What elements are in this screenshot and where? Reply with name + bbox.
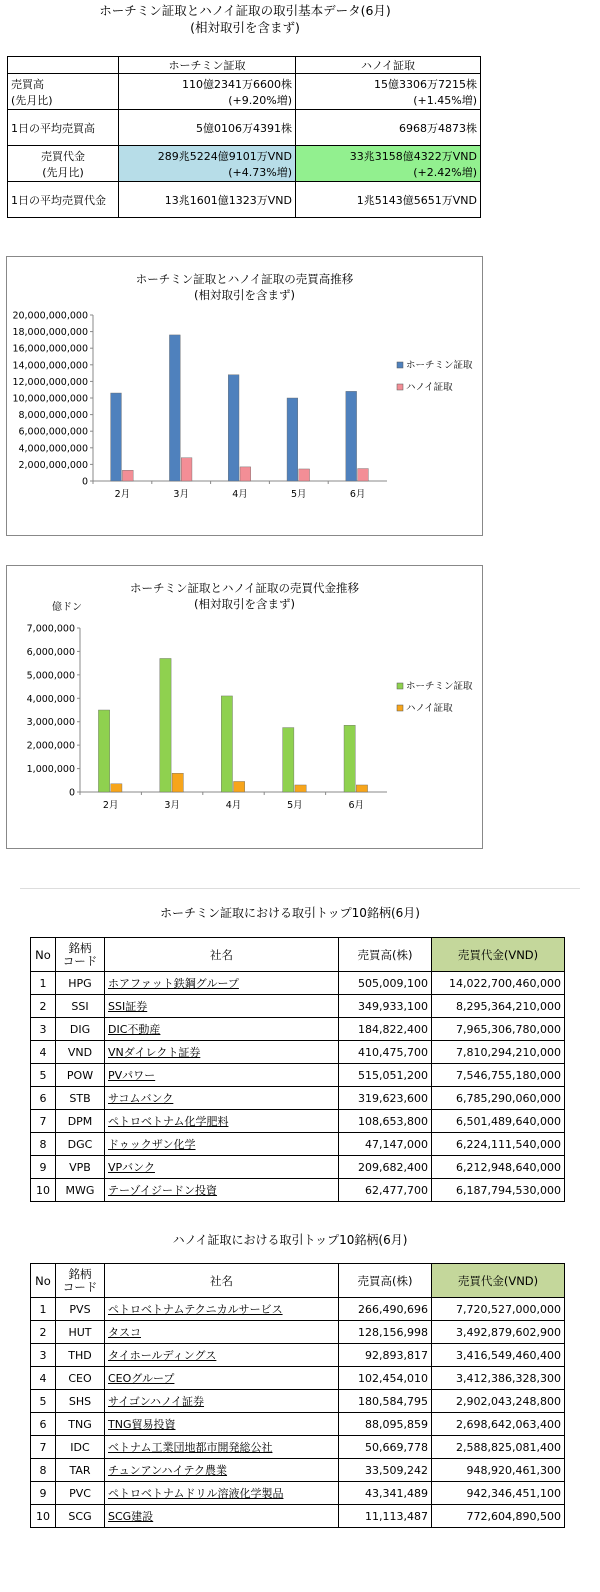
x-tick-label: 4月 (232, 489, 248, 500)
row-no: 9 (31, 1156, 56, 1179)
row-name (105, 1482, 339, 1505)
value-line1: 33兆3158億4322万VND (349, 149, 477, 163)
table-row (31, 1064, 565, 1087)
row-name (105, 1459, 339, 1482)
row-code: DIG (56, 1018, 105, 1041)
bar-hcm-2 (221, 696, 232, 792)
row-value: 2,698,642,063,400 (432, 1413, 565, 1436)
row-name (105, 1041, 339, 1064)
value-chart-title: ホーチミン証取とハノイ証取の売買代金推移 (130, 581, 359, 595)
table-row (31, 1413, 565, 1436)
summary-hcm-avg-value: 13兆1601億1323万VND (119, 182, 296, 218)
header-no: No (31, 1264, 56, 1298)
row-volume: 50,669,778 (339, 1436, 432, 1459)
hcm-top10-title: ホーチミン証取における取引トップ10銘柄(6月) (160, 906, 420, 920)
volume-chart-subtitle: (相対取引を含まず) (194, 288, 295, 302)
header-code-line2: コード (62, 953, 98, 968)
y-tick-label: 7,000,000 (26, 623, 75, 635)
row-name (105, 1367, 339, 1390)
row-volume: 505,009,100 (339, 972, 432, 995)
row-value: 3,416,549,460,400 (432, 1344, 565, 1367)
bar-hn-1 (172, 773, 183, 792)
header-code-line2: コード (62, 1279, 98, 1294)
y-tick-label: 1,000,000 (26, 764, 75, 776)
row-code: VPB (56, 1156, 105, 1179)
x-tick-label: 6月 (348, 800, 365, 811)
row-code: IDC (56, 1436, 105, 1459)
company-name: ペトロベトナム化学肥料 (108, 1115, 229, 1128)
row-no: 1 (31, 972, 56, 995)
header-code-line1: 銘柄 (68, 940, 92, 955)
value-line2: (+9.20%増) (228, 93, 292, 107)
row-code: PVC (56, 1482, 105, 1505)
header-value: 売買代金(VND) (432, 938, 565, 972)
value-chart-ylabel: 億ドン (52, 602, 82, 613)
bar-hcm-0 (98, 710, 109, 792)
summary-hcm-avg-volume: 5億0106万4391株 (119, 110, 296, 146)
y-tick-label: 5,000,000 (26, 670, 75, 682)
hn-header-row (31, 1264, 565, 1298)
row-value: 6,224,111,540,000 (432, 1133, 565, 1156)
summary-hn-volume (296, 74, 481, 110)
summary-row-avg-value (8, 182, 481, 218)
table-row (31, 1459, 565, 1482)
row-volume: 410,475,700 (339, 1041, 432, 1064)
row-name (105, 1018, 339, 1041)
row-code: DGC (56, 1133, 105, 1156)
y-tick-label: 0 (68, 787, 75, 799)
table-row (31, 1156, 565, 1179)
header-name: 社名 (105, 938, 339, 972)
row-value: 6,501,489,640,000 (432, 1110, 565, 1133)
row-volume: 349,933,100 (339, 995, 432, 1018)
x-tick-label: 4月 (225, 800, 242, 811)
summary-label-avg-value: 1日の平均売買代金 (8, 182, 119, 218)
company-name: サコムバンク (108, 1092, 174, 1105)
row-name (105, 1298, 339, 1321)
y-tick-label: 10,000,000,000 (12, 393, 88, 405)
label-line2: (先月比) (42, 165, 84, 179)
table-row (31, 1110, 565, 1133)
row-value: 3,412,386,328,300 (432, 1367, 565, 1390)
company-name: SCG建設 (108, 1510, 154, 1523)
row-no: 3 (31, 1344, 56, 1367)
row-name (105, 1390, 339, 1413)
row-volume: 184,822,400 (339, 1018, 432, 1041)
summary-row-avg-volume (8, 110, 481, 146)
x-tick-label: 5月 (287, 800, 303, 811)
row-name (105, 972, 339, 995)
bar-hn-2 (234, 781, 245, 792)
row-value: 7,720,527,000,000 (432, 1298, 565, 1321)
bar-hcm-4 (344, 725, 355, 792)
row-value: 7,965,306,780,000 (432, 1018, 565, 1041)
x-tick-label: 2月 (114, 489, 131, 500)
row-name (105, 995, 339, 1018)
row-no: 6 (31, 1413, 56, 1436)
value-line2: (+1.45%増) (413, 93, 477, 107)
summary-title-line1: ホーチミン証取とハノイ証取の取引基本データ(6月) (99, 3, 391, 18)
row-no: 7 (31, 1110, 56, 1133)
row-name (105, 1110, 339, 1133)
company-name: VPバンク (108, 1161, 155, 1174)
x-tick-label: 5月 (291, 489, 307, 500)
bar-hcm-1 (160, 658, 171, 792)
summary-label-avg-volume: 1日の平均売買高 (8, 110, 119, 146)
row-code: HPG (56, 972, 105, 995)
row-code: DPM (56, 1110, 105, 1133)
table-row (31, 1133, 565, 1156)
company-name: テーゾイジードン投資 (108, 1184, 218, 1197)
summary-hn-avg-volume: 6968万4873株 (296, 110, 481, 146)
row-volume: 33,509,242 (339, 1459, 432, 1482)
table-row (31, 1436, 565, 1459)
x-tick-label: 3月 (164, 800, 180, 811)
y-tick-label: 0 (81, 476, 88, 488)
value-line1: 289兆5224億9101万VND (157, 149, 292, 163)
volume-chart (7, 257, 482, 535)
y-tick-label: 8,000,000,000 (18, 410, 88, 422)
summary-header-hcm: ホーチミン証取 (119, 57, 296, 74)
summary-hn-avg-value: 1兆5143億5651万VND (296, 182, 481, 218)
row-code: POW (56, 1064, 105, 1087)
row-name (105, 1156, 339, 1179)
table-row (31, 1087, 565, 1110)
row-volume: 515,051,200 (339, 1064, 432, 1087)
row-no: 5 (31, 1064, 56, 1087)
company-name: ベトナム工業団地都市開発総公社 (108, 1441, 273, 1454)
volume-chart-title: ホーチミン証取とハノイ証取の売買高推移 (135, 272, 354, 286)
legend-label: ハノイ証取 (406, 382, 453, 393)
label-line2: (先月比) (11, 93, 53, 107)
summary-label-value (8, 146, 119, 182)
bar-hn-3 (299, 469, 310, 481)
row-name (105, 1436, 339, 1459)
table-row (31, 1018, 565, 1041)
row-no: 2 (31, 995, 56, 1018)
row-volume: 11,113,487 (339, 1505, 432, 1528)
row-name (105, 1321, 339, 1344)
row-volume: 128,156,998 (339, 1321, 432, 1344)
row-code: SCG (56, 1505, 105, 1528)
table-row (31, 1344, 565, 1367)
header-code (56, 1264, 105, 1298)
table-row (31, 1505, 565, 1528)
legend-swatch (397, 683, 403, 689)
y-tick-label: 12,000,000,000 (12, 376, 88, 388)
row-name (105, 1344, 339, 1367)
table-row (31, 1321, 565, 1344)
bar-hcm-0 (111, 393, 122, 481)
row-name (105, 1064, 339, 1087)
row-volume: 180,584,795 (339, 1390, 432, 1413)
row-volume: 266,490,696 (339, 1298, 432, 1321)
table-row (31, 1041, 565, 1064)
row-no: 6 (31, 1087, 56, 1110)
row-value: 942,346,451,100 (432, 1482, 565, 1505)
company-name: ペトロベトナムドリル溶液化学製品 (108, 1487, 284, 1500)
company-name: タイホールディングス (108, 1349, 217, 1362)
row-value: 2,588,825,081,400 (432, 1436, 565, 1459)
header-name: 社名 (105, 1264, 339, 1298)
company-name: サイゴンハノイ証券 (108, 1395, 205, 1408)
row-code: TAR (56, 1459, 105, 1482)
row-value: 772,604,890,500 (432, 1505, 565, 1528)
summary-label-volume (8, 74, 119, 110)
legend-label: ハノイ証取 (406, 703, 453, 714)
company-name: DIC不動産 (108, 1023, 161, 1036)
header-code-line1: 銘柄 (68, 1266, 92, 1281)
row-value: 8,295,364,210,000 (432, 995, 565, 1018)
value-line1: 110億2341万6600株 (182, 77, 292, 91)
row-value: 7,810,294,210,000 (432, 1041, 565, 1064)
row-volume: 108,653,800 (339, 1110, 432, 1133)
x-tick-label: 2月 (102, 800, 119, 811)
row-volume: 92,893,817 (339, 1344, 432, 1367)
table-row (31, 1367, 565, 1390)
header-no: No (31, 938, 56, 972)
y-tick-label: 18,000,000,000 (12, 327, 88, 339)
row-code: PVS (56, 1298, 105, 1321)
row-no: 7 (31, 1436, 56, 1459)
bar-hn-4 (356, 785, 367, 792)
bar-hn-4 (358, 469, 369, 481)
hcm-top10-table (30, 937, 565, 1202)
row-no: 1 (31, 1298, 56, 1321)
row-no: 5 (31, 1390, 56, 1413)
bar-hcm-2 (228, 375, 239, 481)
row-value: 6,187,794,530,000 (432, 1179, 565, 1202)
row-no: 9 (31, 1482, 56, 1505)
row-volume: 319,623,600 (339, 1087, 432, 1110)
row-no: 4 (31, 1367, 56, 1390)
summary-title-line2: (相対取引を含まず) (190, 20, 300, 35)
company-name: ペトロベトナムテクニカルサービス (108, 1303, 283, 1316)
x-tick-label: 3月 (173, 489, 189, 500)
row-no: 8 (31, 1133, 56, 1156)
row-volume: 102,454,010 (339, 1367, 432, 1390)
row-value: 6,785,290,060,000 (432, 1087, 565, 1110)
legend-swatch (397, 705, 403, 711)
row-name (105, 1087, 339, 1110)
bar-hn-3 (295, 785, 306, 792)
bar-hn-1 (181, 458, 192, 481)
summary-hcm-value (119, 146, 296, 182)
row-code: STB (56, 1087, 105, 1110)
separator-line (20, 888, 580, 889)
bar-hn-2 (240, 467, 251, 481)
row-value: 948,920,461,300 (432, 1459, 565, 1482)
company-name: TNG貿易投資 (108, 1418, 176, 1431)
y-tick-label: 20,000,000,000 (12, 310, 88, 322)
value-line2: (+2.42%増) (413, 165, 477, 179)
row-code: SSI (56, 995, 105, 1018)
row-value: 2,902,043,248,800 (432, 1390, 565, 1413)
value-line1: 15億3306万7215株 (374, 77, 477, 91)
y-tick-label: 2,000,000,000 (18, 459, 88, 471)
volume-chart-frame (6, 256, 483, 536)
company-name: SSI証券 (108, 1000, 148, 1013)
row-value: 7,546,755,180,000 (432, 1064, 565, 1087)
summary-row-value (8, 146, 481, 182)
row-value: 14,022,700,460,000 (432, 972, 565, 995)
summary-table (7, 56, 481, 218)
row-code: SHS (56, 1390, 105, 1413)
table-row (31, 972, 565, 995)
row-no: 10 (31, 1179, 56, 1202)
bar-hcm-3 (283, 728, 294, 792)
company-name: PVパワー (108, 1069, 156, 1082)
summary-row-volume (8, 74, 481, 110)
table-row (31, 1482, 565, 1505)
row-volume: 88,095,859 (339, 1413, 432, 1436)
y-tick-label: 4,000,000,000 (18, 443, 88, 455)
bar-hn-0 (111, 784, 122, 792)
summary-header-blank (8, 57, 119, 74)
legend-label: ホーチミン証取 (406, 360, 473, 371)
value-chart (7, 566, 482, 848)
hn-top10-title: ハノイ証取における取引トップ10銘柄(6月) (172, 1233, 408, 1247)
company-name: タスコ (108, 1326, 141, 1339)
y-tick-label: 4,000,000 (26, 693, 75, 705)
bar-hn-0 (122, 470, 133, 481)
row-name (105, 1179, 339, 1202)
y-tick-label: 6,000,000 (26, 646, 75, 658)
row-volume: 62,477,700 (339, 1179, 432, 1202)
summary-title (0, 2, 490, 36)
company-name: ドゥックザン化学 (108, 1138, 196, 1151)
legend-label: ホーチミン証取 (406, 681, 473, 692)
header-code (56, 938, 105, 972)
y-tick-label: 2,000,000 (26, 740, 75, 752)
row-volume: 43,341,489 (339, 1482, 432, 1505)
row-code: CEO (56, 1367, 105, 1390)
legend-swatch (397, 384, 403, 390)
y-tick-label: 3,000,000 (26, 717, 75, 729)
value-chart-frame (6, 565, 483, 849)
company-name: ホアファット鉄鋼グループ (108, 977, 239, 990)
row-value: 3,492,879,602,900 (432, 1321, 565, 1344)
header-volume: 売買高(株) (339, 1264, 432, 1298)
bar-hcm-3 (287, 398, 298, 481)
summary-hcm-volume (119, 74, 296, 110)
company-name: チュンアンハイテク農業 (108, 1464, 228, 1477)
y-tick-label: 16,000,000,000 (12, 343, 88, 355)
value-line2: (+4.73%増) (228, 165, 292, 179)
company-name: VNダイレクト証券 (108, 1046, 201, 1059)
summary-hn-value (296, 146, 481, 182)
company-name: CEOグループ (108, 1372, 175, 1385)
label-line1: 売買代金 (41, 149, 85, 163)
row-volume: 209,682,400 (339, 1156, 432, 1179)
row-no: 2 (31, 1321, 56, 1344)
table-row (31, 995, 565, 1018)
row-volume: 47,147,000 (339, 1133, 432, 1156)
header-value: 売買代金(VND) (432, 1264, 565, 1298)
table-row (31, 1179, 565, 1202)
row-code: VND (56, 1041, 105, 1064)
summary-header-hn: ハノイ証取 (296, 57, 481, 74)
row-code: HUT (56, 1321, 105, 1344)
table-row (31, 1390, 565, 1413)
y-tick-label: 14,000,000,000 (12, 360, 88, 372)
bar-hcm-4 (346, 391, 357, 481)
hn-top10-table (30, 1263, 565, 1528)
legend-swatch (397, 362, 403, 368)
row-no: 3 (31, 1018, 56, 1041)
row-no: 8 (31, 1459, 56, 1482)
row-code: TNG (56, 1413, 105, 1436)
y-tick-label: 6,000,000,000 (18, 426, 88, 438)
header-volume: 売買高(株) (339, 938, 432, 972)
row-no: 4 (31, 1041, 56, 1064)
value-chart-subtitle: (相対取引を含まず) (194, 597, 295, 611)
hcm-header-row (31, 938, 565, 972)
bar-hcm-1 (169, 335, 180, 481)
x-tick-label: 6月 (349, 489, 366, 500)
row-value: 6,212,948,640,000 (432, 1156, 565, 1179)
label-line1: 売買高 (11, 77, 44, 91)
table-row (31, 1298, 565, 1321)
row-code: MWG (56, 1179, 105, 1202)
row-name (105, 1413, 339, 1436)
row-code: THD (56, 1344, 105, 1367)
row-no: 10 (31, 1505, 56, 1528)
row-name (105, 1505, 339, 1528)
row-name (105, 1133, 339, 1156)
